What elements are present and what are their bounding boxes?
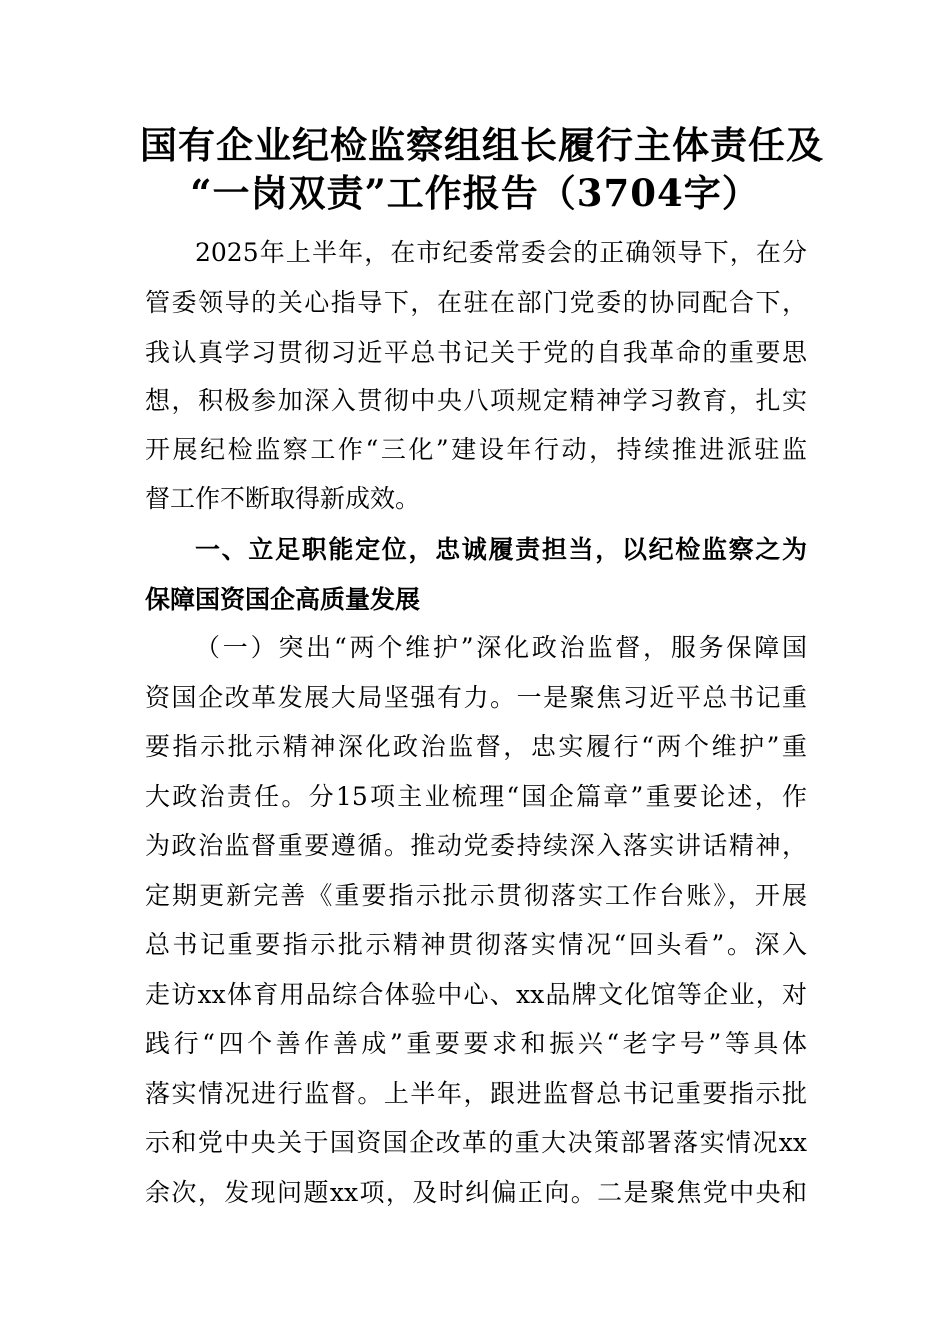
subsection-paragraph-line: 落实情况进行监督。上半年，跟进监督总书记重要指示批 xyxy=(145,1079,807,1108)
intro-paragraph-line: 管委领导的关心指导下，在驻在部门党委的协同配合下， xyxy=(145,288,807,317)
intro-paragraph-line: 我认真学习贯彻习近平总书记关于党的自我革命的重要思 xyxy=(145,338,807,367)
intro-paragraph-line: 2025年上半年，在市纪委常委会的正确领导下，在分 xyxy=(195,238,807,267)
subsection-paragraph-line: （一）突出“两个维护”深化政治监督，服务保障国 xyxy=(195,633,807,662)
intro-paragraph-line: 想，积极参加深入贯彻中央八项规定精神学习教育，扎实 xyxy=(145,386,807,415)
subsection-paragraph-line: 余次，发现问题xx项，及时纠偏正向。二是聚焦党中央和 xyxy=(145,1178,807,1207)
subsection-paragraph-line: 定期更新完善《重要指示批示贯彻落实工作台账》，开展 xyxy=(145,881,807,910)
document-title-line-1: 国有企业纪检监察组组长履行主体责任及 xyxy=(140,123,824,167)
intro-paragraph-line: 督工作不断取得新成效。 xyxy=(145,484,421,513)
section-heading-line: 一、立足职能定位，忠诚履责担当，以纪检监察之为 xyxy=(195,535,807,564)
subsection-paragraph-line: 走访xx体育用品综合体验中心、xx品牌文化馆等企业，对 xyxy=(145,980,807,1009)
section-heading-line: 保障国资国企高质量发展 xyxy=(145,585,421,614)
subsection-paragraph-line: 为政治监督重要遵循。推动党委持续深入落实讲话精神， xyxy=(145,831,807,860)
subsection-paragraph-line: 要指示批示精神深化政治监督，忠实履行“两个维护”重 xyxy=(145,732,807,761)
subsection-paragraph-line: 示和党中央关于国资国企改革的重大决策部署落实情况xx xyxy=(145,1128,807,1157)
document-title-line-2: “一岗双责”工作报告（3704字） xyxy=(190,171,760,215)
subsection-paragraph-line: 大政治责任。分15项主业梳理“国企篇章”重要论述，作 xyxy=(145,782,807,811)
subsection-paragraph-line: 总书记重要指示批示精神贯彻落实情况“回头看”。深入 xyxy=(145,930,807,959)
subsection-paragraph-line: 资国企改革发展大局坚强有力。一是聚焦习近平总书记重 xyxy=(145,683,807,712)
intro-paragraph-line: 开展纪检监察工作“三化”建设年行动，持续推进派驻监 xyxy=(145,435,807,464)
subsection-paragraph-line: 践行“四个善作善成”重要要求和振兴“老字号”等具体 xyxy=(145,1029,807,1058)
